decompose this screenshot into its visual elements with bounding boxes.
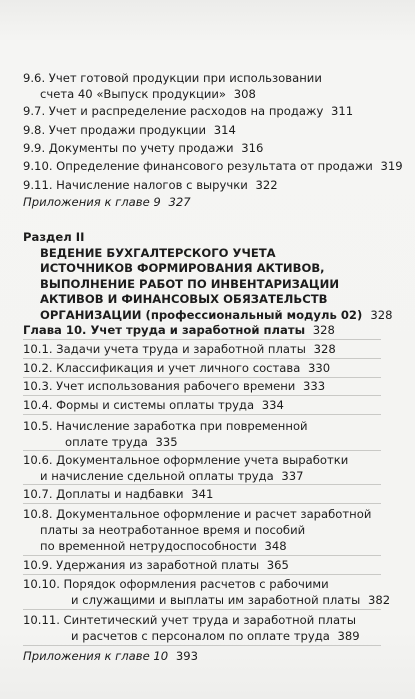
toc-entry-text: 10.6. Документальное оформление учета выработки [23, 453, 349, 467]
toc-entry-text: Приложения к главе 9 [23, 195, 161, 209]
toc-entry-10-9 [23, 557, 381, 573]
divider [23, 339, 381, 340]
toc-page-number: 328 [370, 307, 393, 322]
divider [23, 645, 381, 646]
toc-page-number: 327 [168, 195, 191, 209]
divider [23, 555, 381, 556]
toc-page-number: 308 [233, 87, 256, 101]
toc-entry-10-5 [23, 418, 381, 450]
divider [23, 503, 381, 504]
divider [23, 395, 381, 396]
divider [23, 358, 381, 359]
toc-page-number: 337 [281, 469, 304, 483]
toc-entry-10-8 [23, 506, 381, 554]
toc-entry-text: 10.5. Начисление заработка при повременной [23, 419, 308, 433]
section-title-line: ВЕДЕНИЕ БУХГАЛТЕРСКОГО УЧЕТА [40, 245, 276, 260]
table-of-contents [23, 0, 403, 699]
toc-entry-text: оплате труда [65, 435, 148, 449]
toc-page-number: 335 [155, 435, 178, 449]
toc-entry-10-11 [23, 612, 381, 644]
toc-entry-appendix-10 [23, 648, 381, 664]
toc-entry-10-6 [23, 452, 381, 484]
toc-entry-text: 10.7. Доплаты и надбавки [23, 487, 184, 501]
toc-entry-9-6 [23, 70, 381, 102]
toc-page-number: 334 [261, 398, 284, 412]
section-title-line: ИСТОЧНИКОВ ФОРМИРОВАНИЯ АКТИВОВ, [40, 261, 325, 275]
toc-entry-10-4 [23, 397, 381, 413]
toc-entry-text: и начисление сдельной оплаты труда [40, 469, 274, 483]
toc-page-number: 341 [191, 487, 214, 501]
toc-entry-text: счета 40 «Выпуск продукции» [40, 87, 227, 101]
section-title-line: ВЫПОЛНЕНИЕ РАБОТ ПО ИНВЕНТАРИЗАЦИИ [40, 276, 340, 291]
toc-entry-text: 10.10. Порядок оформления расчетов с рабочими [23, 577, 329, 591]
toc-page-number: 314 [213, 123, 236, 137]
toc-entry-text: 10.1. Задачи учета труда и заработной платы [23, 342, 306, 356]
toc-page-number: 333 [303, 379, 326, 393]
toc-entry-10-7 [23, 486, 381, 502]
chapter-title: Глава 10. Учет труда и заработной платы [23, 323, 306, 337]
toc-page-number: 348 [264, 539, 287, 553]
toc-entry-text: 10.4. Формы и системы оплаты труда [23, 398, 255, 412]
toc-entry-appendix-9 [23, 194, 381, 210]
toc-entry-9-7 [23, 103, 381, 119]
toc-page-number: 316 [241, 141, 264, 155]
section-heading [23, 230, 393, 323]
toc-entry-text: 9.7. Учет и распределение расходов на продажу [23, 104, 324, 118]
toc-page-number: 311 [331, 104, 354, 118]
toc-entry-text: по временной нетрудоспособности [40, 539, 257, 553]
divider [23, 414, 381, 415]
toc-page-number: 322 [255, 178, 278, 192]
toc-page-number: 330 [308, 361, 331, 375]
toc-page-number: 389 [337, 629, 360, 643]
toc-page-number: 393 [175, 649, 198, 663]
toc-entry-9-11 [23, 177, 381, 193]
toc-entry-text: 9.8. Учет продажи продукции [23, 123, 206, 137]
divider [23, 484, 381, 485]
divider [23, 450, 381, 451]
toc-entry-9-9 [23, 140, 381, 156]
toc-entry-text: 10.9. Удержания из заработной платы [23, 558, 260, 572]
section-title-line: АКТИВОВ И ФИНАНСОВЫХ ОБЯЗАТЕЛЬСТВ [40, 292, 328, 306]
toc-page-number: 328 [312, 323, 335, 337]
toc-page-number: 365 [266, 558, 289, 572]
toc-chapter-10 [23, 322, 381, 338]
toc-entry-text: платы за неотработанное время и пособий [40, 523, 306, 537]
toc-entry-text: и расчетов с персоналом по оплате труда [71, 629, 330, 643]
toc-entry-10-2 [23, 360, 381, 376]
divider [23, 609, 381, 610]
toc-entry-text: 9.9. Документы по учету продажи [23, 141, 234, 155]
toc-entry-text: 10.3. Учет использования рабочего времени [23, 379, 296, 393]
toc-entry-10-3 [23, 378, 381, 394]
toc-entry-text: 10.2. Классификация и учет личного состава [23, 361, 301, 375]
divider [23, 574, 381, 575]
toc-page-number: 382 [368, 593, 391, 607]
toc-entry-9-8 [23, 122, 381, 138]
toc-entry-10-10 [23, 576, 391, 608]
toc-entry-text: Приложения к главе 10 [23, 649, 169, 663]
section-title-line: ОРГАНИЗАЦИИ (профессиональный модуль 02) [40, 307, 363, 322]
toc-entry-text: 10.11. Синтетический учет труда и заработной платы [23, 613, 356, 627]
toc-entry-text: 10.8. Документальное оформление и расчет заработной [23, 507, 372, 521]
section-label: Раздел II [23, 230, 85, 244]
toc-entry-text: 9.11. Начисление налогов с выручки [23, 178, 248, 192]
toc-entry-text: и служащими и выплаты им заработной платы [71, 593, 361, 607]
toc-page-number: 328 [313, 342, 336, 356]
toc-entry-9-10 [23, 158, 403, 174]
toc-entry-text: 9.10. Определение финансового результата от продажи [23, 159, 373, 173]
toc-entry-text: 9.6. Учет готовой продукции при использовании [23, 71, 322, 85]
toc-entry-10-1 [23, 341, 381, 357]
toc-page-number: 319 [380, 159, 403, 173]
